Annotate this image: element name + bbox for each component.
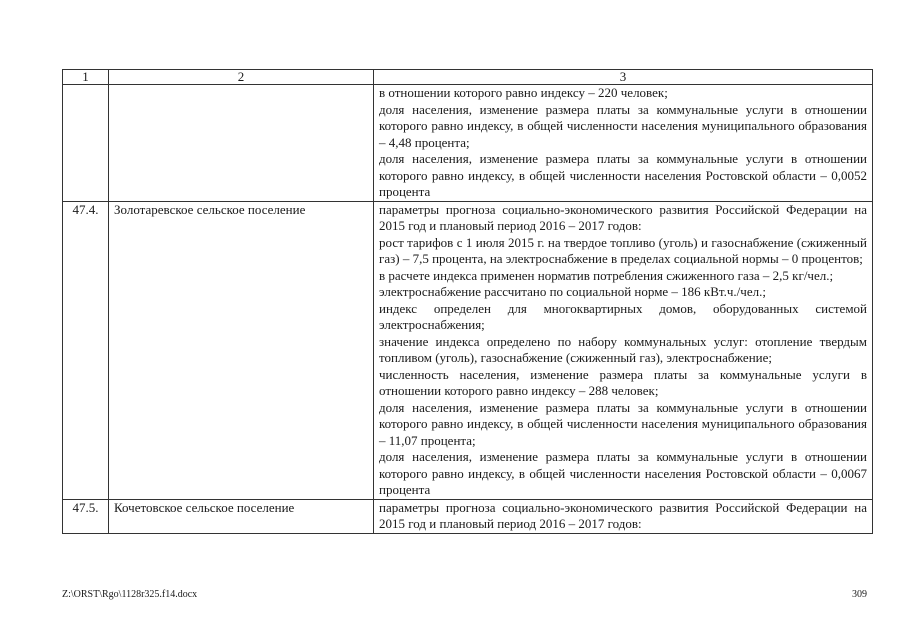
description-paragraph: в отношении которого равно индексу – 220 человек; [379, 85, 668, 100]
file-path: Z:\ORST\Rgo\1128r325.f14.docx [62, 589, 198, 600]
description-paragraph: параметры прогноза социально-экономического развития Российской Федерации на 2015 год и плановый период 2016 – 2017 годов: [379, 499, 867, 531]
description-paragraph: численность населения, изменение размера платы за коммунальные услуги в отношении которого равно индексу – 288 человек; [379, 366, 867, 398]
description-cell [374, 201, 873, 499]
description-paragraph: в расчете индекса применен норматив потребления сжиженного газа – 2,5 кг/чел.; [379, 267, 834, 283]
table-row [63, 201, 873, 499]
settlement-name-cell [109, 85, 374, 202]
row-number-cell: 47.4. [63, 201, 109, 499]
table-header-row [63, 70, 873, 85]
description-paragraph: доля населения, изменение размера платы за коммунальные услуги в отношении которого равно индексу, в общей численности населения муниципального образования – 4,48 процента; [379, 101, 867, 150]
description-paragraph: параметры прогноза социально-экономического развития Российской Федерации на 2015 год и плановый период 2016 – 2017 годов: [379, 201, 867, 233]
description-paragraph: электроснабжение рассчитано по социальной норме – 186 кВт.ч./чел.; [379, 284, 766, 299]
row-number-cell [63, 85, 109, 202]
header-cell: 3 [374, 70, 873, 85]
page-number: 309 [852, 589, 867, 600]
row-number-cell: 47.5. [63, 499, 109, 533]
table-row [63, 499, 873, 533]
document-table [62, 69, 873, 534]
table-row [63, 85, 873, 202]
description-paragraph: значение индекса определено по набору коммунальных услуг: отопление твердым топливом (уголь), газоснабжение (сжиженный газ), электроснабжение; [379, 333, 867, 365]
description-paragraph: индекс определен для многоквартирных домов, оборудованных системой электроснабжения; [379, 300, 867, 332]
description-paragraph: доля населения, изменение размера платы за коммунальные услуги в отношении которого равно индексу, в общей численности населения Ростовской области – 0,0067 процента [379, 449, 867, 497]
settlement-name-cell: Кочетовское сельское поселение [109, 499, 374, 533]
header-cell: 2 [109, 70, 374, 85]
header-cell: 1 [63, 70, 109, 85]
settlement-name-cell: Золотаревское сельское поселение [109, 201, 374, 499]
description-paragraph: доля населения, изменение размера платы за коммунальные услуги в отношении которого равно индексу, в общей численности населения Ростовской области – 0,0052 процента [379, 151, 867, 199]
description-paragraph: доля населения, изменение размера платы за коммунальные услуги в отношении которого равно индексу, в общей численности населения муниципального образования – 11,07 процента; [379, 399, 867, 448]
description-paragraph: рост тарифов с 1 июля 2015 г. на твердое топливо (уголь) и газоснабжение (сжиженный газ) – 7,5 процента, на электроснабжение в пределах социальной нормы – 0 процентов; [379, 234, 867, 266]
description-cell [374, 85, 873, 202]
description-cell [374, 499, 873, 533]
